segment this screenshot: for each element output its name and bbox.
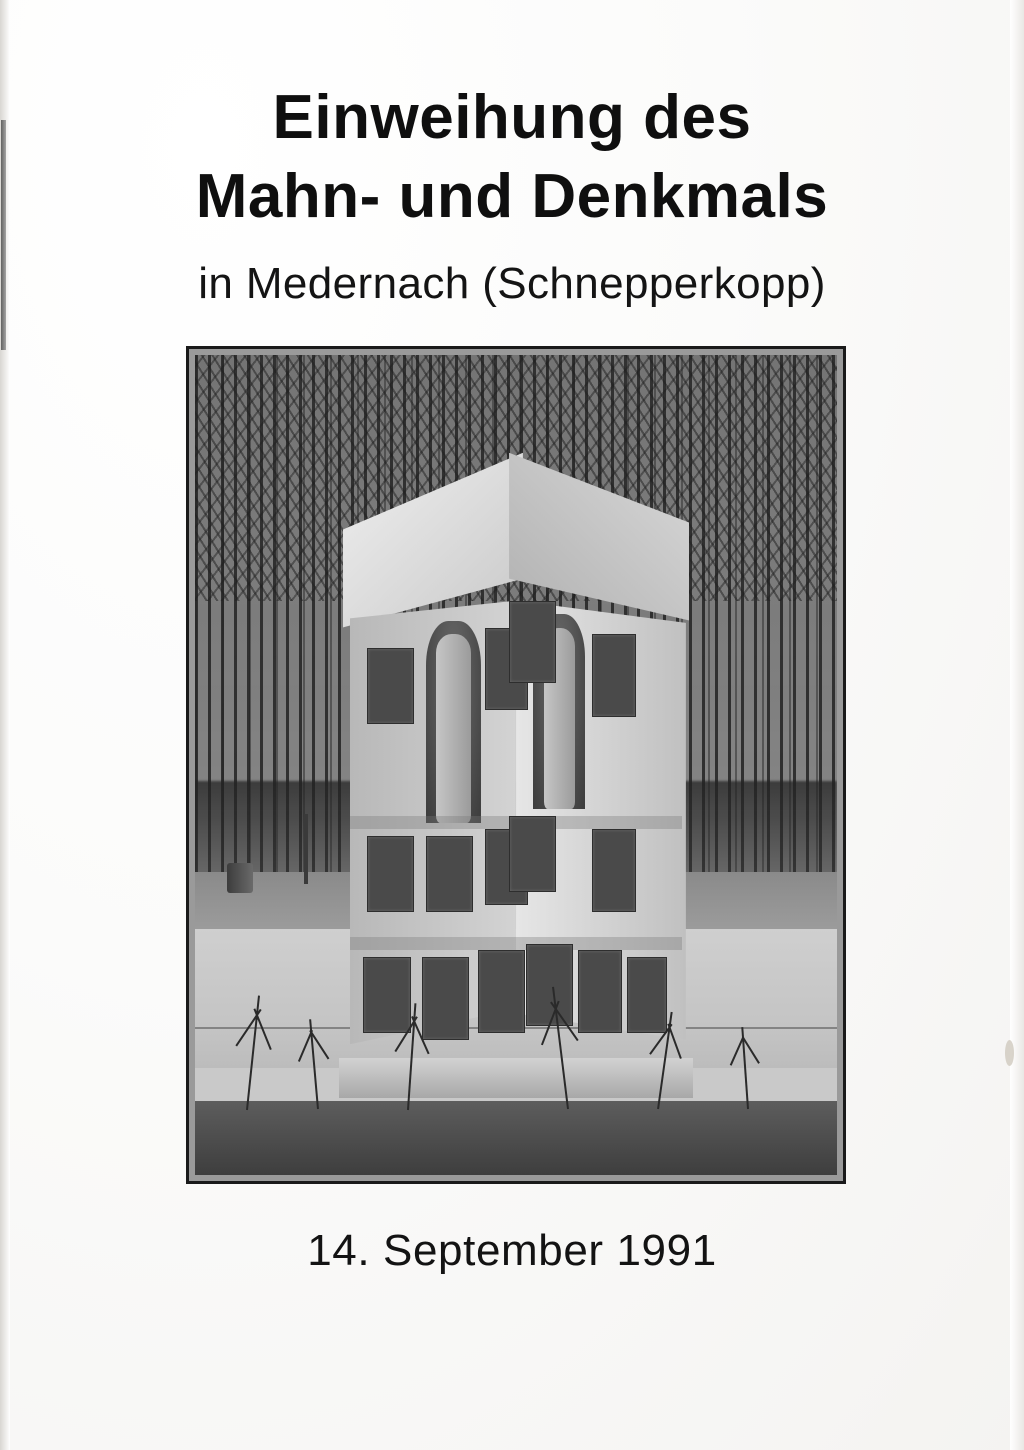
cover-photo bbox=[195, 355, 837, 1175]
monument-plaque bbox=[592, 634, 636, 717]
monument-plaque bbox=[592, 829, 636, 912]
monument-plaque bbox=[478, 950, 525, 1033]
monument-figure-left bbox=[436, 634, 471, 822]
monument-plaque bbox=[526, 944, 573, 1027]
monument-base bbox=[339, 1058, 693, 1098]
monument-plaque bbox=[426, 836, 473, 912]
monument bbox=[343, 412, 690, 1084]
monument-plaque bbox=[422, 957, 469, 1040]
monument-plaque bbox=[509, 816, 556, 892]
monument-roof-left bbox=[343, 453, 523, 628]
monument-plaque bbox=[578, 950, 622, 1033]
monument-plaque bbox=[363, 957, 410, 1033]
monument-plaque bbox=[367, 648, 414, 724]
event-date: 14. September 1991 bbox=[307, 1226, 717, 1275]
monument-plaque bbox=[367, 836, 414, 912]
title-line-1: Einweihung des bbox=[272, 83, 752, 152]
photo-barrel bbox=[227, 863, 253, 893]
title-line-2: Mahn- und Denkmals bbox=[195, 162, 829, 232]
page-subtitle: in Medernach (Schnepperkopp) bbox=[198, 258, 826, 308]
page-title bbox=[0, 78, 1024, 309]
monument-band-lower bbox=[350, 937, 683, 950]
photo-post bbox=[304, 814, 308, 884]
monument-plaque bbox=[509, 601, 556, 684]
cover-photo-frame bbox=[186, 346, 846, 1184]
scan-artifact-right bbox=[1005, 1040, 1014, 1066]
photo-soil bbox=[195, 1101, 837, 1175]
monument-plaque bbox=[627, 957, 667, 1033]
